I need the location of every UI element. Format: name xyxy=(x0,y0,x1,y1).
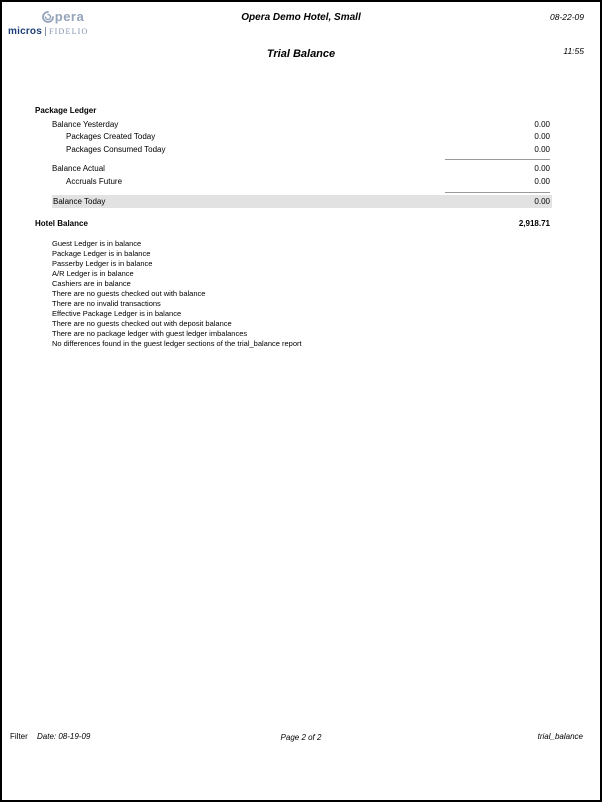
balance-message: There are no package ledger with guest ledger imbalances xyxy=(52,328,248,338)
balance-message: Passerby Ledger is in balance xyxy=(52,258,153,268)
ledger-row-value: 0.00 xyxy=(534,119,550,129)
package-ledger-section-title: Package Ledger xyxy=(35,106,97,115)
hotel-balance-label: Hotel Balance xyxy=(35,219,88,228)
hotel-balance-row xyxy=(35,217,550,231)
balance-message: No differences found in the guest ledger sections of the trial_balance report xyxy=(52,338,302,348)
ledger-row-label: Balance Actual xyxy=(52,164,105,174)
subtotal-rule xyxy=(445,192,550,193)
ledger-row-label: Balance Yesterday xyxy=(52,119,119,129)
footer-business-date: Date: 08-19-09 xyxy=(37,732,91,741)
balance-message: Package Ledger is in balance xyxy=(52,248,151,258)
ledger-row-label: Balance Today xyxy=(53,196,106,206)
ledger-row-packages-consumed-today xyxy=(2,143,550,156)
ledger-row-value: 0.00 xyxy=(534,144,550,154)
ledger-row-balance-actual xyxy=(2,163,550,176)
ledger-row-balance-today xyxy=(52,195,552,208)
ledger-row-balance-yesterday xyxy=(2,118,550,131)
report-time: 11:55 xyxy=(563,46,584,56)
balance-message: A/R Ledger is in balance xyxy=(52,268,134,278)
ledger-row-value: 0.00 xyxy=(534,196,550,206)
micros-fidelio-logo xyxy=(8,26,118,37)
ledger-row-label: Packages Consumed Today xyxy=(66,144,166,154)
hotel-balance-value: 2,918.71 xyxy=(518,219,550,228)
footer-page-number: Page 2 of 2 xyxy=(280,733,322,742)
fidelio-logo-text: FIDELIO xyxy=(49,27,89,36)
footer-filter-label: Filter xyxy=(10,732,28,741)
balance-messages-list xyxy=(52,239,600,349)
balance-message: There are no invalid transactions xyxy=(52,298,161,308)
report-title: Trial Balance xyxy=(266,48,336,60)
ledger-row-value: 0.00 xyxy=(534,176,550,186)
micros-logo-text: micros xyxy=(8,26,42,37)
ledger-row-value: 0.00 xyxy=(534,164,550,174)
balance-message: There are no guests checked out with deposit balance xyxy=(52,318,232,328)
ledger-row-value: 0.00 xyxy=(534,132,550,142)
opera-logo-text: pera xyxy=(54,9,85,24)
ledger-row-label: Packages Created Today xyxy=(66,132,156,142)
balance-message: Effective Package Ledger is in balance xyxy=(52,308,182,318)
balance-message: There are no guests checked out with balance xyxy=(52,288,206,298)
report-body xyxy=(2,104,600,349)
ledger-row-accruals-future xyxy=(2,175,550,188)
logo-divider xyxy=(45,27,46,36)
ledger-row-packages-created-today xyxy=(2,131,550,144)
report-footer xyxy=(2,730,600,744)
ledger-row-label: Accruals Future xyxy=(66,176,123,186)
report-header xyxy=(2,2,600,102)
footer-report-filename: trial_balance xyxy=(537,732,583,741)
report-date: 08-22-09 xyxy=(549,12,584,22)
balance-message: Cashiers are in balance xyxy=(52,278,131,288)
hotel-name-title: Opera Demo Hotel, Small xyxy=(241,12,361,23)
balance-message: Guest Ledger is in balance xyxy=(52,238,142,248)
